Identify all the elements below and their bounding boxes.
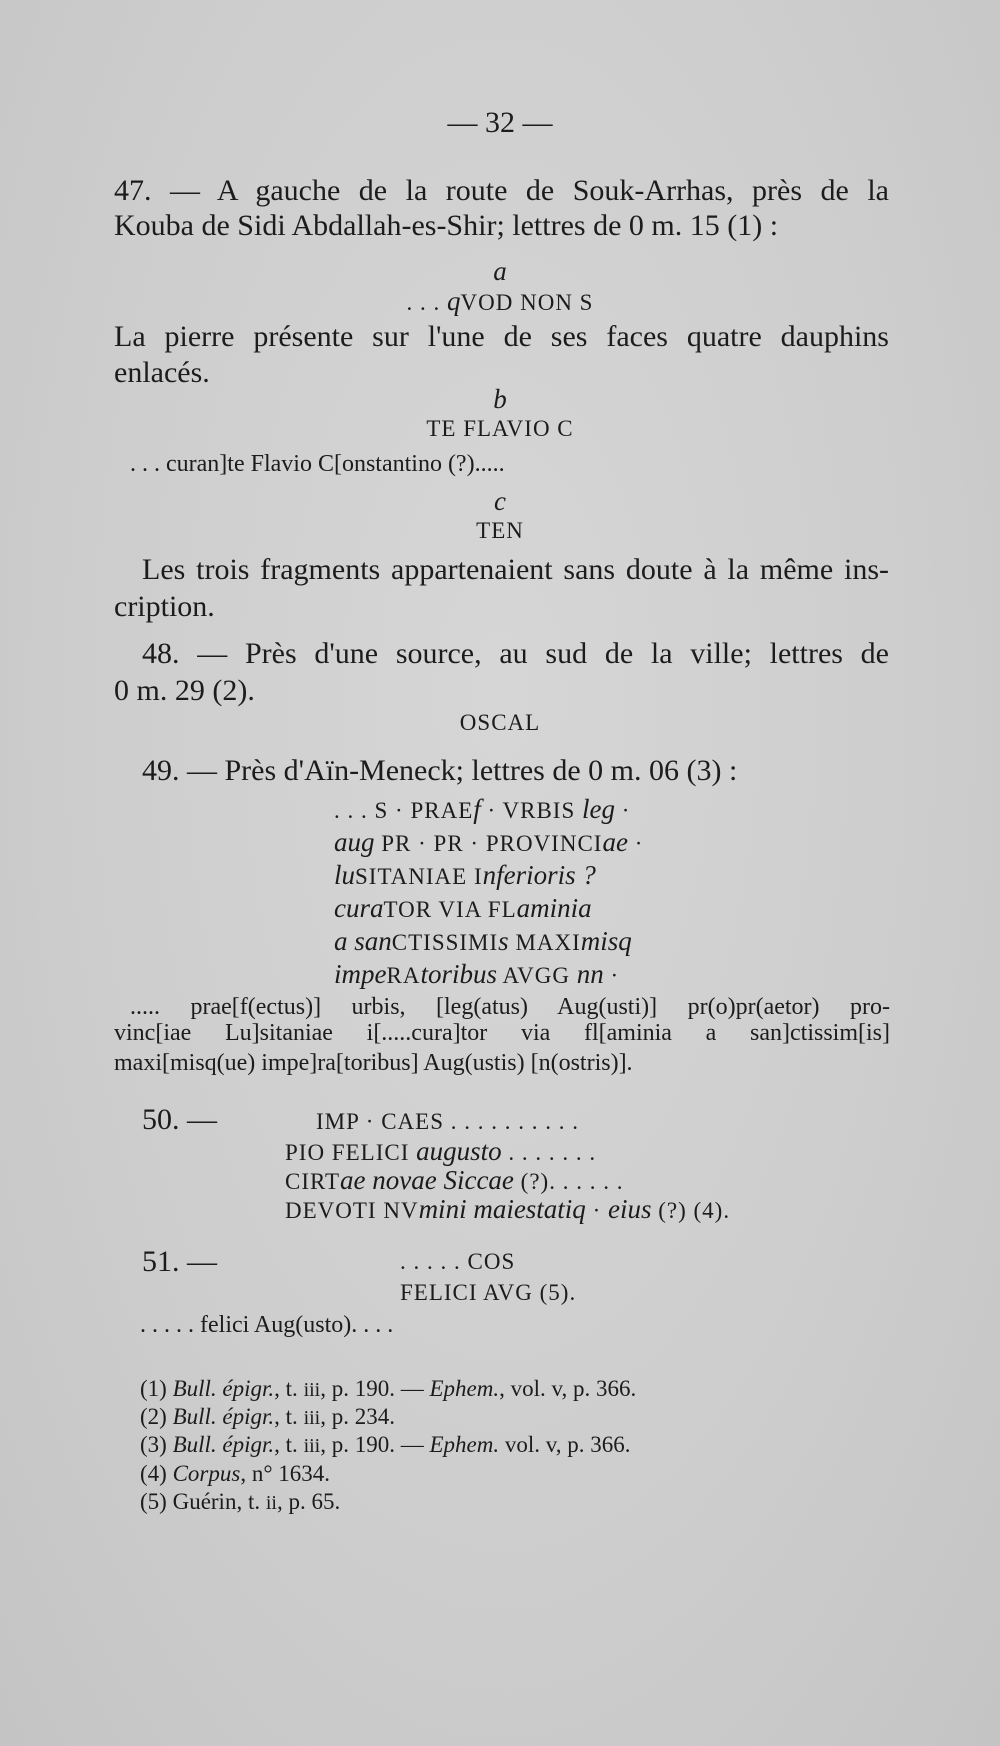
inscription-49-line-3: luSITANIAE Inferioris ? xyxy=(334,860,596,890)
entry-48-line-2: 0 m. 29 (2). xyxy=(114,674,255,707)
inscription-50-line-3: CIRTae novae Siccae (?). . . . . . xyxy=(285,1165,624,1195)
entry-47-note-2: cription. xyxy=(114,590,215,623)
inscription-fragment-a: . . . qVOD NON S xyxy=(406,286,594,316)
inscription-49-line-1: . . . S · PRAEf · VRBIS leg · xyxy=(334,794,631,824)
entry-47-description-1: La pierre présente sur l'une de ses faces quatre dauphins xyxy=(114,320,889,353)
entry-47-line-1: 47. — A gauche de la route de Souk-Arrhas, près de la xyxy=(114,174,889,207)
entry-49-line-1: 49. — Près d'Aïn-Meneck; lettres de 0 m. 06 (3) : xyxy=(142,754,738,787)
entry-47-description-2: enlacés. xyxy=(114,356,210,389)
inscription-50-line-2: PIO FELICI augusto . . . . . . . xyxy=(285,1136,597,1166)
page-number: — 32 — xyxy=(447,106,553,139)
inscription-49-line-4: curaTOR VIA FLaminia xyxy=(334,893,592,923)
entry-47-note-1: Les trois fragments appartenaient sans doute à la même ins- xyxy=(142,553,889,586)
entry-51-number: 51. — xyxy=(142,1245,217,1278)
fragment-b-reading: . . . curan]te Flavio C[onstantino (?)..... xyxy=(130,451,505,477)
fragment-label-c: c xyxy=(494,486,506,516)
fragment-label-a: a xyxy=(493,256,507,286)
entry-49-reading-2: vinc[iae Lu]sitaniae i[.....cura]tor via fl[aminia a san]ctissim[is] xyxy=(114,1020,890,1046)
footnote-2: (2) Bull. épigr., t. iii, p. 234. xyxy=(140,1404,395,1429)
inscription-49-line-2: aug PR · PR · PROVINCIae · xyxy=(334,827,644,857)
fragment-label-b: b xyxy=(493,384,507,414)
entry-49-reading-1: ..... prae[f(ectus)] urbis, [leg(atus) Aug(usti)] pr(o)pr(aetor) pro- xyxy=(130,994,890,1020)
entry-49-reading-3: maxi[misq(ue) impe]ra[toribus] Aug(ustis) [n(ostris)]. xyxy=(114,1050,633,1076)
inscription-51-line-1: . . . . . COS xyxy=(400,1249,516,1274)
footnote-3: (3) Bull. épigr., t. iii, p. 190. — Ephem. vol. v, p. 366. xyxy=(140,1432,631,1457)
entry-51-reading: . . . . . felici Aug(usto). . . . xyxy=(140,1312,394,1338)
footnote-5: (5) Guérin, t. ii, p. 65. xyxy=(140,1489,341,1514)
inscription-49-line-6: impeRAtoribus AVGG nn · xyxy=(334,959,620,989)
inscription-50-line-4: DEVOTI NVmini maiestatiq · eius (?) (4). xyxy=(285,1194,731,1224)
footnote-1: (1) Bull. épigr., t. iii, p. 190. — Ephem., vol. v, p. 366. xyxy=(140,1376,637,1401)
entry-47-line-2: Kouba de Sidi Abdallah-es-Shir; lettres de 0 m. 15 (1) : xyxy=(114,209,779,242)
entry-50-number: 50. — xyxy=(142,1103,217,1136)
inscription-48: OSCAL xyxy=(459,710,541,735)
entry-48-line-1: 48. — Près d'une source, au sud de la ville; lettres de xyxy=(142,637,889,670)
footnote-4: (4) Corpus, n° 1634. xyxy=(140,1461,331,1486)
inscription-fragment-c: TEN xyxy=(476,518,524,543)
inscription-49-line-5: a sanCTISSIMIs MAXImisq xyxy=(334,926,632,956)
inscription-51-line-2: FELICI AVG (5). xyxy=(400,1280,577,1305)
inscription-50-line-1: IMP · CAES . . . . . . . . . . xyxy=(316,1109,579,1134)
inscription-fragment-b: TE FLAVIO C xyxy=(426,416,574,441)
